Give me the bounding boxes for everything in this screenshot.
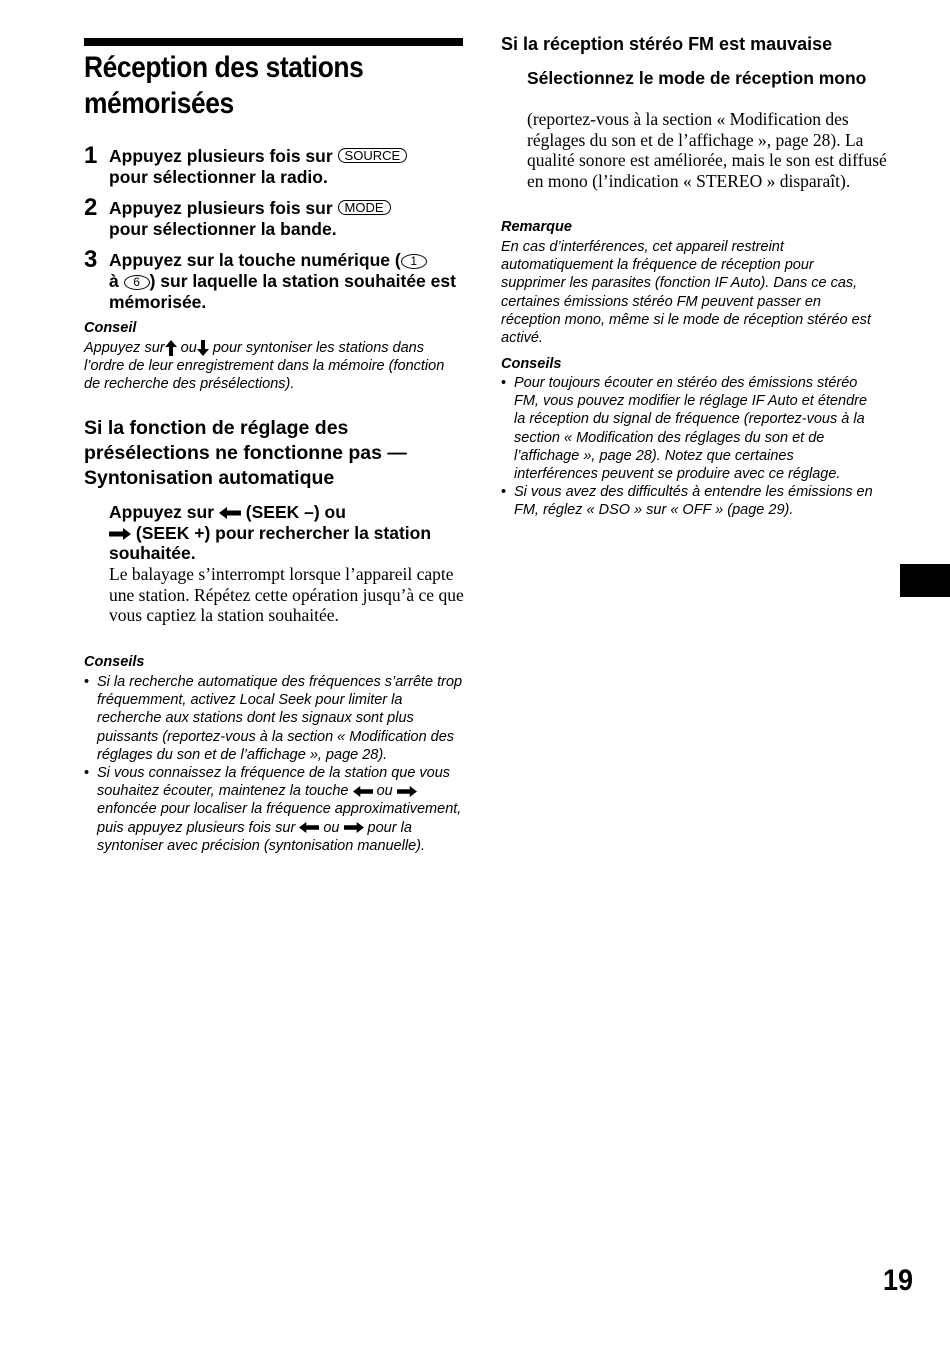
instruction-body: Le balayage s’interrompt lorsque l’appareil capte une station. Répétez cette opération jusqu’à ce que vous captiez la station souhaitée. — [109, 564, 464, 625]
arrow-right-icon — [109, 528, 131, 540]
mode-key-icon: MODE — [338, 200, 391, 215]
remarque-body: En cas d’interférences, cet appareil restreint automatiquement la fréquence de réception pour supprimer les parasites (fonction IF Auto). Dans ce cas, certaines émissions stéréo FM peuvent passer en réception mono, même si le mode de réception stéréo est activé. — [501, 239, 871, 347]
step-1 — [84, 142, 464, 188]
arrow-right-icon — [397, 786, 417, 797]
right-conseils-heading: Conseils — [501, 356, 562, 372]
step-number: 1 — [84, 142, 98, 169]
conseil-body: Appuyez sur ou pour syntoniser les stations dans l’ordre de leur enregistrement dans la mémoire (fonction de recherche des présélections). — [84, 340, 445, 393]
conseils-heading: Conseils — [84, 654, 145, 670]
right-instruction: Sélectionnez le mode de réception mono — [527, 68, 867, 88]
section-tab-marker — [900, 564, 950, 597]
arrow-right-icon — [344, 822, 364, 833]
number-key-1-icon: 1 — [401, 254, 427, 269]
title-rule — [84, 38, 463, 46]
step-text: Appuyez plusieurs fois sur SOURCE pour sélectionner la radio. — [109, 146, 464, 188]
arrow-left-icon — [353, 786, 373, 797]
arrow-up-icon — [165, 340, 177, 356]
conseil-heading: Conseil — [84, 320, 137, 336]
source-key-icon: SOURCE — [338, 148, 408, 163]
right-conseils-list — [501, 374, 881, 520]
list-item: • Si vous avez des difficultés à entendre les émissions en FM, réglez « DSO » sur « OFF » (page 29). — [501, 483, 881, 519]
remarque-heading: Remarque — [501, 219, 572, 235]
step-text: Appuyez plusieurs fois sur MODE pour sélectionner la bande. — [109, 198, 464, 240]
conseils-list — [84, 673, 464, 855]
arrow-left-icon — [299, 822, 319, 833]
page-number: 19 — [883, 1264, 914, 1297]
step-text: Appuyez sur la touche numérique ( 1 à 6 ) sur laquelle la station souhaitée est mémorisée. — [109, 250, 456, 312]
step-number: 3 — [84, 246, 98, 273]
list-item: • Si vous connaissez la fréquence de la station que vous souhaitez écouter, maintenez la touche ou enfoncée pour localiser la fréquence approximativement, puis appuyez plusieurs fois sur ou pour la syntoniser avec précision (syntonisation manuelle). — [84, 764, 464, 855]
step-number: 2 — [84, 194, 98, 221]
arrow-down-icon — [197, 340, 209, 356]
right-section-heading: Si la réception stéréo FM est mauvaise — [501, 34, 833, 54]
step-2 — [84, 194, 464, 240]
step-3 — [84, 246, 464, 313]
page-title: Réception des stations mémorisées — [84, 51, 364, 120]
list-item: • Pour toujours écouter en stéréo des émissions stéréo FM, vous pouvez modifier le réglage IF Auto et étendre la réception du signal de fréquence (reportez-vous à la section « Modification des réglages du son et de l’affichage », page 28). Notez que certaines interférences peuvent se produire avec ce réglage. — [501, 374, 881, 483]
instruction: Appuyez sur (SEEK –) ou (SEEK +) pour rechercher la station souhaitée. — [109, 502, 432, 563]
list-item: • Si la recherche automatique des fréquences s’arrête trop fréquemment, activez Local Seek pour limiter la recherche aux stations dont les signaux sont plus puissants (reportez-vous à la section « Modification des réglages du son et de l’affichage », page 28). — [84, 673, 464, 764]
number-key-6-icon: 6 — [124, 275, 150, 290]
section-heading: Si la fonction de réglage des présélections ne fonctionne pas — Syntonisation automatique — [84, 417, 407, 489]
arrow-left-icon — [219, 507, 241, 519]
right-instruction-body: (reportez-vous à la section « Modification des réglages du son et de l’affichage », page 28). La qualité sonore est améliorée, mais le son est diffusé en mono (l’indication « STEREO » disparaît). — [527, 109, 887, 191]
